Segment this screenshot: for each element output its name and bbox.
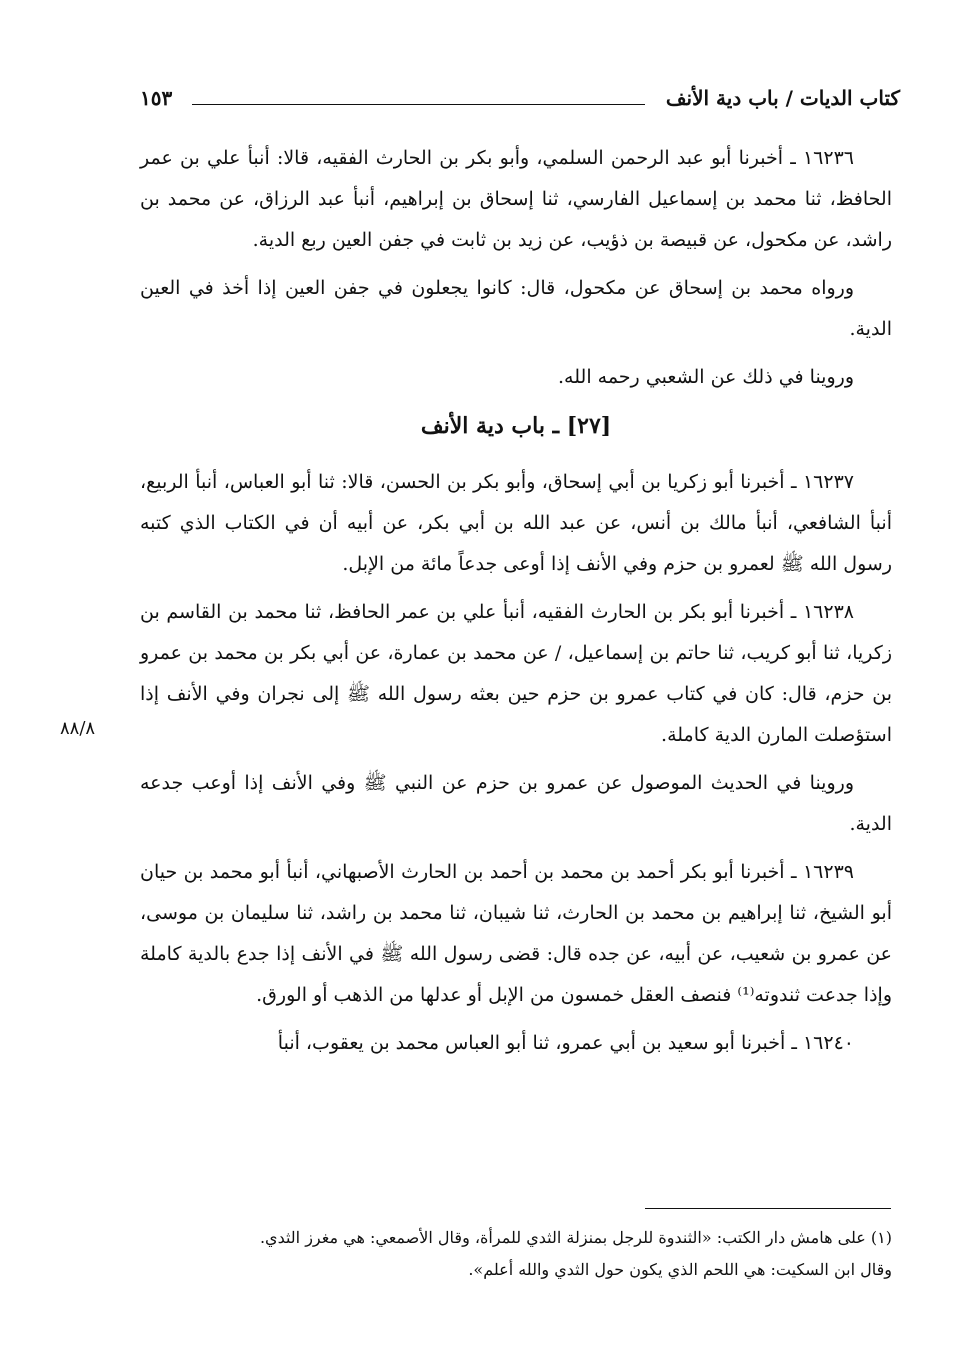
paragraph-hadith-16239: ١٦٢٣٩ ـ أخبرنا أبو بكر أحمد بن محمد بن أحمد بن الحارث الأصبهاني، أنبأ أبو محمد بن حيان أبو الشيخ، ثنا إبراهيم بن محمد بن الحارث، ثنا شيبان، ثنا محمد بن راشد، ثنا سليمان بن موسى، عن عمرو بن شعيب، عن أبيه، عن جده قال: قضى رسول الله ﷺ في الأنف إذا جدع بالدية كاملة وإذا جدعت ثندوته⁽¹⁾ فنصف العقل خمسون من الإبل أو عدلها من الذهب أو الورق. xyxy=(140,861,892,1006)
section-heading: [٢٧] ـ باب دية الأنف xyxy=(420,413,612,439)
main-text xyxy=(140,138,892,1071)
footnote-block xyxy=(140,1222,892,1286)
footnote-separator xyxy=(645,1208,891,1209)
header-title: كتاب الديات / باب دية الأنف xyxy=(665,86,900,110)
paragraph-shabi-note: وروينا في ذلك عن الشعبي رحمه الله. xyxy=(558,366,854,388)
running-header xyxy=(140,86,900,120)
paragraph-hadith-16237: ١٦٢٣٧ ـ أخبرنا أبو زكريا بن أبي إسحاق، وأبو بكر بن الحسن، قالا: ثنا أبو العباس، أنبأ الربيع، أنبأ الشافعي، أنبأ مالك بن أنس، عن عبد الله بن أبي بكر، عن أبيه أن في الكتاب الذي كتبه رسول الله ﷺ لعمرو بن حزم وفي الأنف إذا أوعى جدعاً مائة من الإبل. xyxy=(140,471,892,575)
paragraph-mawsul-note: وروينا في الحديث الموصول عن عمرو بن حزم عن النبي ﷺ وفي الأنف إذا أوعب جدعه الدية. xyxy=(140,772,892,835)
margin-reference: ٨٨/٨ xyxy=(60,718,96,739)
footnote-line: (١) على هامش دار الكتب: «الثندوة للرجل بمنزلة الثدي للمرأة، وقال الأصمعي: هي مغرز الثدي. xyxy=(259,1228,892,1247)
footnote-line: وقال ابن السكيت: هي اللحم الذي يكون حول الثدي والله أعلم». xyxy=(468,1260,892,1279)
paragraph-hadith-16240: ١٦٢٤٠ ـ أخبرنا أبو سعيد بن أبي عمرو، ثنا أبو العباس محمد بن يعقوب، أنبأ xyxy=(277,1032,854,1054)
page-number: ١٥٣ xyxy=(140,86,173,110)
paragraph-hadith-16238: ١٦٢٣٨ ـ أخبرنا أبو بكر بن الحارث الفقيه، أنبأ علي بن عمر الحافظ، ثنا محمد بن القاسم بن زكريا، ثنا أبو كريب، ثنا حاتم بن إسماعيل، / عن محمد بن عمارة، عن أبي بكر بن محمد بن عمرو بن حزم، قال: كان في كتاب عمرو بن حزم حين بعثه رسول الله ﷺ إلى نجران وفي الأنف إذا استؤصلت المارن الدية كاملة. xyxy=(140,601,892,746)
paragraph-hadith-16236: ١٦٢٣٦ ـ أخبرنا أبو عبد الرحمن السلمي، وأبو بكر بن الحارث الفقيه، قالا: أنبأ علي بن عمر الحافظ، ثنا محمد بن إسماعيل الفارسي، ثنا إسحاق بن إبراهيم، أنبأ عبد الرزاق، عن محمد بن راشد، عن مكحول، عن قبيصة بن ذؤيب، عن زيد بن ثابت في جفن العين ربع الدية. xyxy=(140,147,892,251)
header-rule xyxy=(192,104,645,105)
paragraph-narration-note: ورواه محمد بن إسحاق عن مكحول، قال: كانوا يجعلون في جفن العين إذا أخذ في العين الدية. xyxy=(140,277,892,340)
